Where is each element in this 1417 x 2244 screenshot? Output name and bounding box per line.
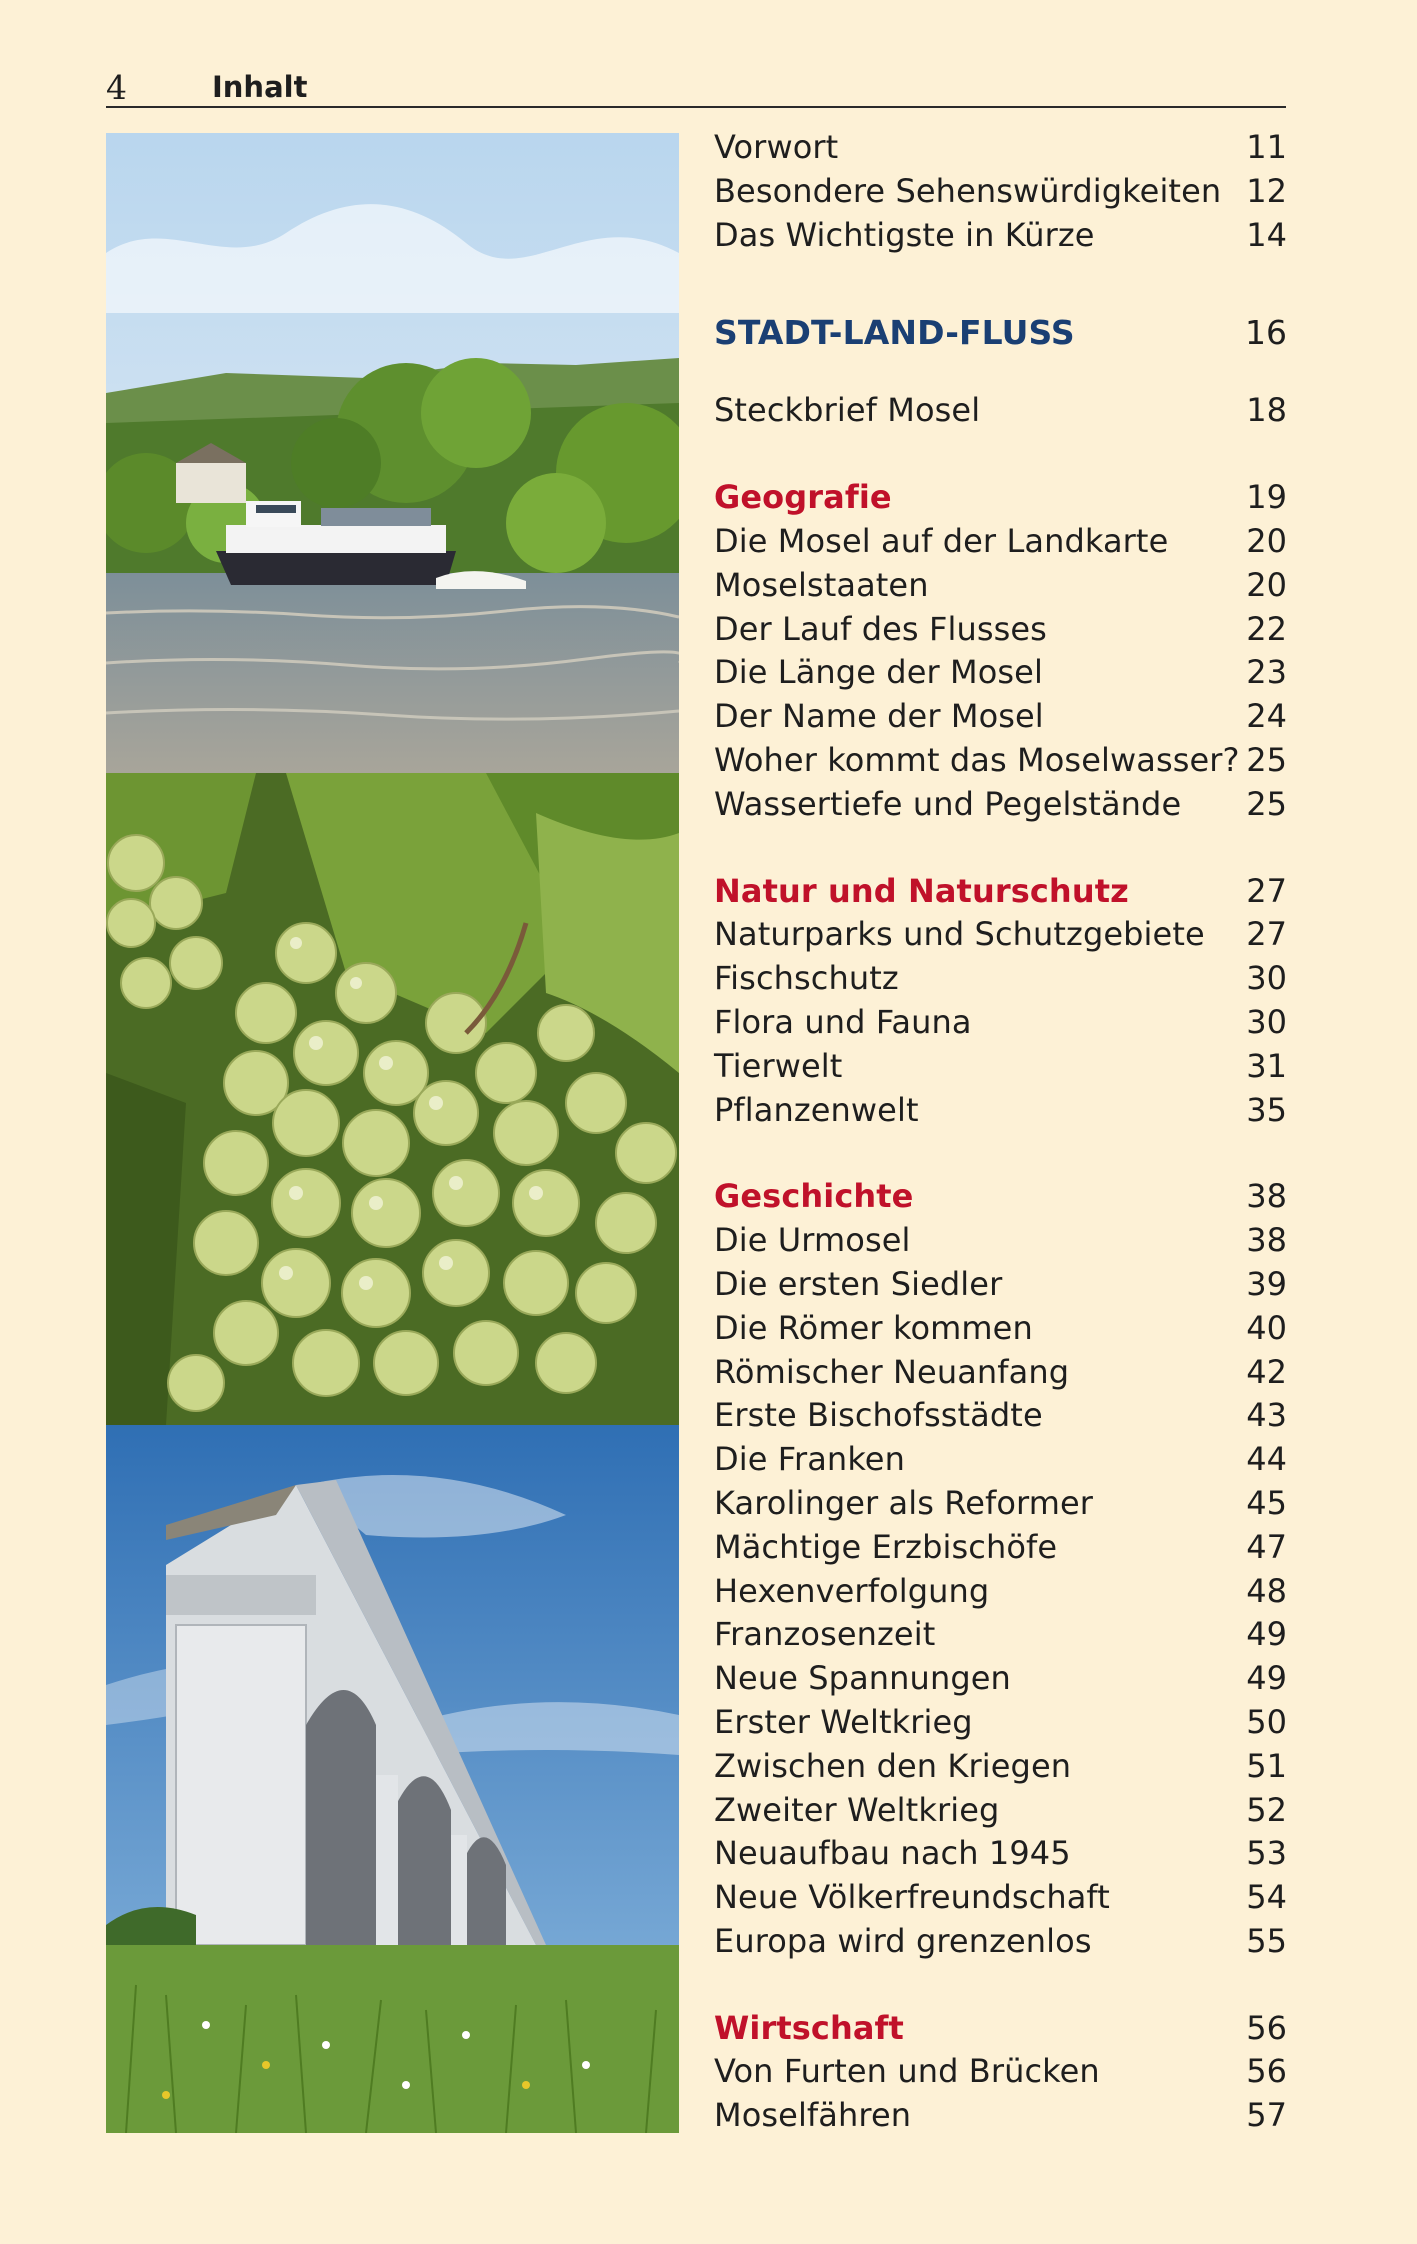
toc-entry[interactable]: Mächtige Erzbischöfe 47 [714,1527,1287,1566]
toc-entry[interactable]: Die Römer kommen 40 [714,1308,1287,1347]
toc-section-heading[interactable]: Geografie 19 [714,478,1287,517]
toc-entry[interactable]: Die Mosel auf der Landkarte 20 [714,521,1287,560]
toc-entry[interactable]: Karolinger als Reformer 45 [714,1483,1287,1522]
river-ship-photo [106,133,679,773]
toc-entry[interactable]: Das Wichtigste in Kürze 14 [714,215,1287,254]
toc-entry[interactable]: Römischer Neuanfang 42 [714,1352,1287,1391]
toc-section-heading[interactable]: Natur und Naturschutz 27 [714,871,1287,910]
toc-entry[interactable]: Die Länge der Mosel 23 [714,653,1287,692]
running-head: Inhalt [212,70,308,104]
toc-section-heading[interactable]: Geschichte 38 [714,1177,1287,1216]
toc-entry[interactable]: Naturparks und Schutzgebiete 27 [714,915,1287,954]
toc-entry[interactable]: Steckbrief Mosel 18 [714,391,1287,430]
toc-entry[interactable]: Von Furten und Brücken 56 [714,2052,1287,2091]
toc-entry[interactable]: Pflanzenwelt 35 [714,1090,1287,1129]
page-header [106,66,1286,108]
toc-main-heading[interactable]: STADT-LAND-FLUSS 16 [714,313,1287,353]
table-of-contents [714,126,1287,2138]
toc-entry[interactable]: Moselstaaten 20 [714,565,1287,604]
page-number: 4 [106,68,127,107]
toc-entry[interactable]: Die ersten Siedler 39 [714,1264,1287,1303]
toc-entry[interactable]: Zweiter Weltkrieg 52 [714,1790,1287,1829]
toc-entry[interactable]: Wassertiefe und Pegelstände 25 [714,784,1287,823]
toc-entry[interactable]: Neue Spannungen 49 [714,1659,1287,1698]
white-grapes-photo [106,773,679,1425]
toc-entry[interactable]: Vorwort 11 [714,128,1287,166]
toc-entry[interactable]: Neue Völkerfreundschaft 54 [714,1878,1287,1917]
toc-entry[interactable]: Der Lauf des Flusses 22 [714,609,1287,648]
photo-column [106,133,679,2133]
toc-entry[interactable]: Woher kommt das Moselwasser? 25 [714,740,1287,779]
toc-entry[interactable]: Die Franken 44 [714,1440,1287,1479]
toc-entry[interactable]: Flora und Fauna 30 [714,1002,1287,1041]
toc-entry[interactable]: Der Name der Mosel 24 [714,697,1287,736]
toc-entry[interactable]: Besondere Sehenswürdigkeiten 12 [714,171,1287,210]
toc-entry[interactable]: Europa wird grenzenlos 55 [714,1921,1287,1960]
toc-entry[interactable]: Moselfähren 57 [714,2096,1287,2135]
toc-entry[interactable]: Erster Weltkrieg 50 [714,1702,1287,1741]
roman-aqueduct-photo [106,1425,679,2133]
toc-entry[interactable]: Zwischen den Kriegen 51 [714,1746,1287,1785]
toc-entry[interactable]: Franzosenzeit 49 [714,1615,1287,1654]
toc-entry[interactable]: Die Urmosel 38 [714,1221,1287,1260]
toc-entry[interactable]: Tierwelt 31 [714,1046,1287,1085]
toc-entry[interactable]: Neuaufbau nach 1945 53 [714,1834,1287,1873]
toc-section-heading[interactable]: Wirtschaft 56 [714,2008,1287,2047]
toc-entry[interactable]: Erste Bischofsstädte 43 [714,1396,1287,1435]
toc-entry[interactable]: Fischschutz 30 [714,959,1287,998]
toc-entry[interactable]: Hexenverfolgung 48 [714,1571,1287,1610]
